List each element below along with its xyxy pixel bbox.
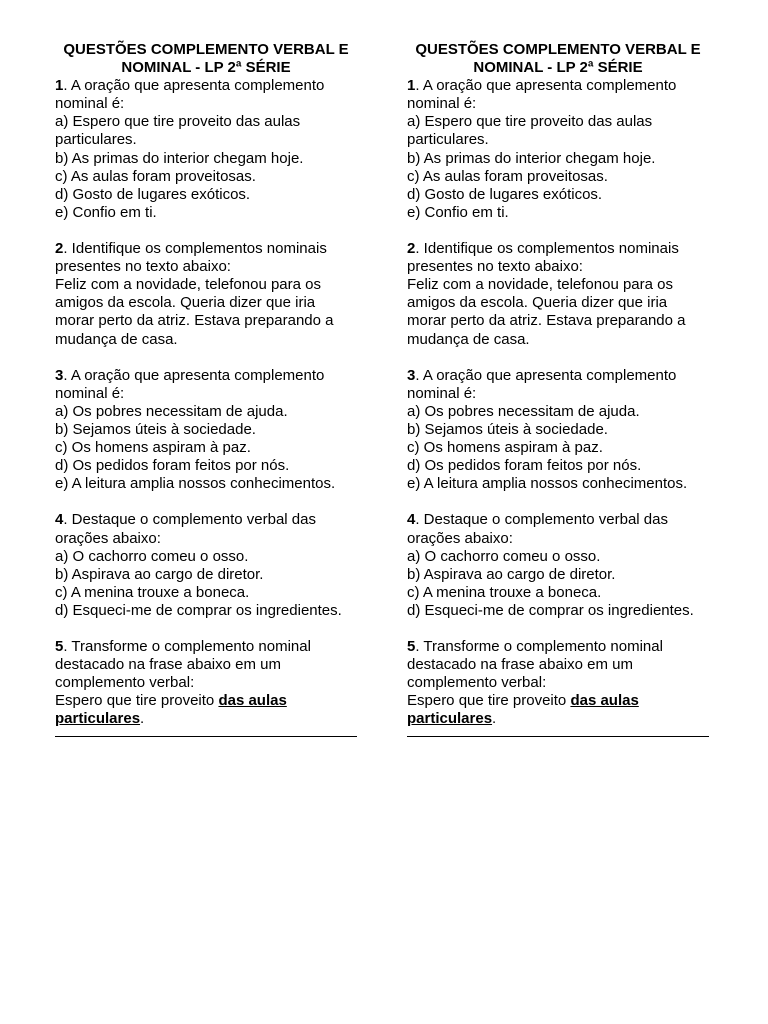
question-number: 3 xyxy=(407,366,416,384)
question-text: . A oração que apresenta complemento nominal é: xyxy=(55,366,325,402)
question-2-passage: Feliz com a novidade, telefonou para os amigos da escola. Queria dizer que iria morar perto da atriz. Estava preparando a mudança de casa. xyxy=(55,276,334,348)
question-3 xyxy=(55,367,357,494)
question-3-prompt xyxy=(407,367,709,403)
question-number: 5 xyxy=(55,638,64,656)
question-number: 4 xyxy=(55,511,64,529)
option-c: c) Os homens aspiram à paz. xyxy=(407,439,603,457)
option-a: a) Os pobres necessitam de ajuda. xyxy=(55,402,288,420)
option-d: d) Gosto de lugares exóticos. xyxy=(407,185,603,203)
worksheet-column-left xyxy=(55,41,357,737)
question-4-prompt xyxy=(407,511,709,547)
sentence-end: . xyxy=(492,710,497,728)
option-e: e) A leitura amplia nossos conhecimentos. xyxy=(407,475,688,493)
question-3-prompt xyxy=(55,367,357,403)
question-2-prompt xyxy=(407,240,709,276)
question-2-passage: Feliz com a novidade, telefonou para os amigos da escola. Queria dizer que iria morar perto da atriz. Estava preparando a mudança de casa. xyxy=(407,276,686,348)
question-number: 2 xyxy=(407,240,416,258)
sentence-start: Espero que tire proveito xyxy=(55,692,219,710)
option-a: a) O cachorro comeu o osso. xyxy=(55,547,249,565)
question-number: 3 xyxy=(55,366,64,384)
option-b: b) Aspirava ao cargo de diretor. xyxy=(407,565,616,583)
option-b: b) As primas do interior chegam hoje. xyxy=(55,149,304,167)
question-text: . Destaque o complemento verbal das orações abaixo: xyxy=(55,511,316,547)
sentence-end: . xyxy=(140,710,145,728)
question-number: 5 xyxy=(407,638,416,656)
option-e: e) A leitura amplia nossos conhecimentos. xyxy=(55,475,336,493)
worksheet-column-right xyxy=(407,41,709,737)
question-text: . Transforme o complemento nominal destacado na frase abaixo em um complemento verbal: xyxy=(407,638,663,692)
question-1-prompt xyxy=(55,77,357,113)
worksheet-title: QUESTÕES COMPLEMENTO VERBAL E NOMINAL - LP 2ª SÉRIE xyxy=(415,41,701,77)
question-2 xyxy=(55,240,357,349)
option-c: c) As aulas foram proveitosas. xyxy=(55,167,256,185)
question-text: . A oração que apresenta complemento nominal é: xyxy=(55,77,325,113)
question-5-prompt xyxy=(55,638,357,692)
worksheet-title: QUESTÕES COMPLEMENTO VERBAL E NOMINAL - LP 2ª SÉRIE xyxy=(63,41,349,77)
option-c: c) Os homens aspiram à paz. xyxy=(55,439,251,457)
option-e: e) Confio em ti. xyxy=(55,203,157,221)
question-number: 2 xyxy=(55,240,64,258)
question-text: . A oração que apresenta complemento nominal é: xyxy=(407,366,677,402)
question-5 xyxy=(407,638,709,736)
option-d: d) Esqueci-me de comprar os ingredientes. xyxy=(407,601,694,619)
option-d: d) Os pedidos foram feitos por nós. xyxy=(407,457,642,475)
question-text: . Identifique os complementos nominais presentes no texto abaixo: xyxy=(55,240,327,276)
option-b: b) As primas do interior chegam hoje. xyxy=(407,149,656,167)
option-c: c) A menina trouxe a boneca. xyxy=(55,583,250,601)
question-text: . Identifique os complementos nominais presentes no texto abaixo: xyxy=(407,240,679,276)
question-number: 1 xyxy=(55,77,64,95)
highlighted-complement: das aulas particulares xyxy=(407,692,639,728)
option-a: a) Espero que tire proveito das aulas particulares. xyxy=(407,113,653,149)
question-text: . Transforme o complemento nominal destacado na frase abaixo em um complemento verbal: xyxy=(55,638,311,692)
question-text: . Destaque o complemento verbal das orações abaixo: xyxy=(407,511,668,547)
option-d: d) Esqueci-me de comprar os ingredientes. xyxy=(55,601,342,619)
sentence-start: Espero que tire proveito xyxy=(407,692,571,710)
option-b: b) Sejamos úteis à sociedade. xyxy=(55,420,256,438)
question-number: 4 xyxy=(407,511,416,529)
question-5 xyxy=(55,638,357,736)
question-number: 1 xyxy=(407,77,416,95)
question-5-prompt xyxy=(407,638,709,692)
question-2-prompt xyxy=(55,240,357,276)
option-a: a) O cachorro comeu o osso. xyxy=(407,547,601,565)
question-3 xyxy=(407,367,709,494)
question-1 xyxy=(407,77,709,222)
option-d: d) Os pedidos foram feitos por nós. xyxy=(55,457,290,475)
option-b: b) Sejamos úteis à sociedade. xyxy=(407,420,608,438)
option-e: e) Confio em ti. xyxy=(407,203,509,221)
answer-line[interactable] xyxy=(407,736,709,737)
option-a: a) Espero que tire proveito das aulas particulares. xyxy=(55,113,301,149)
option-d: d) Gosto de lugares exóticos. xyxy=(55,185,251,203)
question-text: . A oração que apresenta complemento nominal é: xyxy=(407,77,677,113)
question-4-prompt xyxy=(55,511,357,547)
question-1-prompt xyxy=(407,77,709,113)
answer-line[interactable] xyxy=(55,736,357,737)
question-4 xyxy=(55,511,357,620)
question-5-sentence xyxy=(407,692,709,728)
question-5-sentence xyxy=(55,692,357,728)
question-2 xyxy=(407,240,709,349)
option-c: c) As aulas foram proveitosas. xyxy=(407,167,608,185)
option-b: b) Aspirava ao cargo de diretor. xyxy=(55,565,264,583)
question-1 xyxy=(55,77,357,222)
option-a: a) Os pobres necessitam de ajuda. xyxy=(407,402,640,420)
highlighted-complement: das aulas particulares xyxy=(55,692,287,728)
question-4 xyxy=(407,511,709,620)
option-c: c) A menina trouxe a boneca. xyxy=(407,583,602,601)
